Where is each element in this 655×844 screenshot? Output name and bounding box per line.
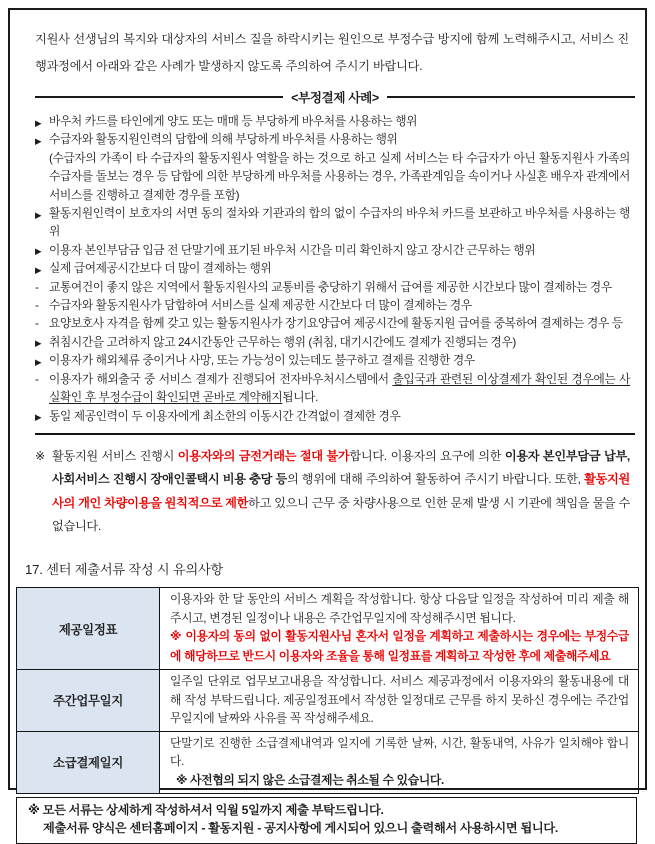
footer-note-box <box>16 797 637 844</box>
warning-note <box>35 445 630 539</box>
case-text: 요양보호사 자격을 함께 갖고 있는 활동지원사가 장기요양급여 제공시간에 활동지원 급여를 중복하여 결제하는 경우 등 <box>49 317 623 331</box>
fraud-cases-list <box>35 113 630 426</box>
row-header-retro-payment-log: 소급결제일지 <box>17 731 160 793</box>
divider-line-left <box>35 96 283 98</box>
dash-bullet-icon: - <box>35 280 39 294</box>
warning-text-red: 이용자와의 금전거래는 절대 불가 <box>177 448 350 463</box>
triangle-bullet-icon: ▶ <box>35 412 42 422</box>
case-text: 이용자가 해외체류 중이거나 사망, 또는 가능성이 있는데도 불구하고 결제를 진행한 경우 <box>49 354 475 368</box>
reference-mark-icon: ※ <box>35 448 45 463</box>
triangle-bullet-icon: ▶ <box>35 264 42 275</box>
table-row <box>17 731 639 793</box>
warning-text: 활동지원 서비스 진행시 <box>52 448 178 463</box>
footer-line-1: ※ 모든 서류는 상세하게 작성하셔서 익월 5일까지 제출 부탁드립니다. <box>28 802 384 817</box>
cell-text: 이용자와 한 달 동안의 서비스 계획을 작성합니다. 항상 다음달 일정을 작성하여 미리 제출 해주시고, 변경된 일정이나 내용은 주간업무일지에 작성해주시면 됩니다. <box>170 591 629 625</box>
case-text: (수급자의 가족이 타 수급자의 활동지원사 역할을 하는 것으로 하고 실제 서비스는 타 수급자가 아닌 활동지원사 가족의 수급자를 돌보는 경우 등 담합에 의한 부당하게 바우처를 사용하는 경우, 가족관계임을 속이거나 사실혼 배우자 관계에서 서비스를 진행하고 결제한 경우를 포함) <box>49 151 630 202</box>
intro-paragraph: 지원사 선생님의 복지와 대상자의 서비스 질을 하락시키는 원인으로 부정수급 방지에 함께 노력해주시고, 서비스 진행과정에서 아래와 같은 사례가 발생하지 않도록 주의하여 주시기 바랍니다. <box>35 32 629 73</box>
case-text: 이용자가 해외출국 중 서비스 결제가 진행되어 전자바우처시스템에서 <box>49 372 393 386</box>
warning-text: 하고 있으니 근무 중 차량사용으로 인한 문제 발생 시 기관에 책임을 물을 수 없습니다. <box>52 495 630 534</box>
triangle-bullet-icon: ▶ <box>35 356 42 367</box>
section-divider <box>35 88 635 106</box>
row-body-schedule <box>160 587 639 669</box>
warning-text: 합니다. 이용자의 요구에 의한 <box>349 448 505 463</box>
case-item <box>35 260 630 278</box>
case-item-parenthetical <box>35 150 630 205</box>
warning-text-red: 활동지원사의 개인 차량이용을 원칙적으로 제한 <box>52 472 630 510</box>
case-item <box>35 242 630 260</box>
cell-text: 단말기로 진행한 소급결제내역과 일지에 기록한 날짜, 시간, 활동내역, 사유가 일치해야 합니다. <box>170 735 629 769</box>
case-text: 수급자와 활동지원인력의 담합에 의해 부당하게 바우처를 사용하는 행위 <box>49 133 398 147</box>
case-item <box>35 205 630 242</box>
document-page <box>8 8 647 836</box>
case-text: 활동지원인력이 보호자의 서면 동의 절차와 기관과의 합의 없이 수급자의 바우처 카드를 보관하고 바우처를 사용하는 행위 <box>49 207 630 239</box>
case-text-underlined: 출입국과 관련된 이상결제가 확인된 경우에는 사실확인 후 부정수급이 확인되면 곧바로 계약해지 <box>49 372 631 405</box>
case-text: 교통여건이 좋지 않은 지역에서 활동지원사의 교통비를 충당하기 위해서 급여를 제공한 시간보다 많이 결제하는 경우 <box>49 280 612 294</box>
section-17-title: 17. 센터 제출서류 작성 시 유의사항 <box>25 561 224 577</box>
divider-line-right <box>387 96 635 98</box>
row-body-weekly-log <box>160 670 639 732</box>
divider-title: <부정결제 사례> <box>291 91 379 105</box>
row-header-schedule: 제공일정표 <box>17 587 160 669</box>
case-text: 동일 제공인력이 두 이용자에게 최소한의 이동시간 간격없이 결제한 경우 <box>49 409 401 423</box>
cell-warning-red: ※ 이용자의 동의 없이 활동지원사님 혼자서 일정을 계획하고 제출하시는 경우에는 부정수급에 해당하므로 반드시 이용자와 조율을 통해 일정표를 계획하고 작성한 후에 제출해주세요 <box>170 629 629 663</box>
case-item <box>35 131 630 149</box>
case-subitem <box>35 315 630 333</box>
triangle-bullet-icon: ▶ <box>35 117 42 128</box>
case-text: 수급자와 활동지원사가 담합하여 서비스를 실제 제공한 시간보다 더 많이 결제하는 경우 <box>49 299 472 313</box>
cell-bold-note: ※ 사전협의 되지 않은 소급결제는 취소될 수 있습니다. <box>176 773 445 788</box>
case-text: 실제 급여제공시간보다 더 많이 결제하는 행위 <box>49 262 272 276</box>
cell-text: 일주일 단위로 업무보고내용을 작성합니다. 서비스 제공과정에서 이용자와의 활동내용에 대해 작성 부탁드립니다. 제공일정표에서 작성한 일정대로 근무를 하지 못하신 경우에는 주간업무일지에 날짜와 사유를 꼭 작성해주세요. <box>170 674 629 726</box>
dash-bullet-icon: - <box>35 299 39 313</box>
triangle-bullet-icon: ▶ <box>35 135 42 146</box>
dash-bullet-icon: - <box>35 372 39 386</box>
case-item <box>35 334 630 352</box>
row-header-weekly-log: 주간업무일지 <box>17 670 160 732</box>
case-item <box>35 352 630 370</box>
case-text: 취침시간을 고려하지 않고 24시간동안 근무하는 행위 (취침, 대기시간에도 결제가 진행되는 경우) <box>49 335 516 349</box>
case-subitem-underlined <box>35 371 630 408</box>
submission-documents-table <box>16 587 639 794</box>
warning-text: 의 행위에 대해 주의하여 활동하여 주시기 바랍니다. 또한, <box>286 472 585 487</box>
case-subitem <box>35 279 630 297</box>
triangle-bullet-icon: ▶ <box>35 246 42 257</box>
warning-text-bold: 이용자 본인부담금 납부, 사회서비스 진행시 장애인콜택시 비용 충당 등 <box>52 448 630 487</box>
case-text: 바우처 카드를 타인에게 양도 또는 매매 등 부당하게 바우처를 사용하는 행위 <box>49 115 418 128</box>
case-text: 이용자 본인부담금 입금 전 단말기에 표기된 바우처 시간을 미리 확인하지 않고 장시간 근무하는 행위 <box>49 243 536 257</box>
row-body-retro-payment-log <box>160 731 639 793</box>
table-row <box>17 587 639 669</box>
footer-line-2: 제출서류 양식은 센터홈페이지 - 활동지원 - 공지사항에 게시되어 있으니 출력해서 사용하시면 됩니다. <box>43 821 558 836</box>
table-row <box>17 670 639 732</box>
case-item <box>35 408 630 426</box>
case-subitem <box>35 297 630 315</box>
case-text: 됩니다. <box>282 391 319 405</box>
case-item <box>35 113 630 131</box>
dash-bullet-icon: - <box>35 317 39 331</box>
triangle-bullet-icon: ▶ <box>35 209 42 220</box>
cases-end-rule <box>35 433 635 435</box>
triangle-bullet-icon: ▶ <box>35 338 42 349</box>
